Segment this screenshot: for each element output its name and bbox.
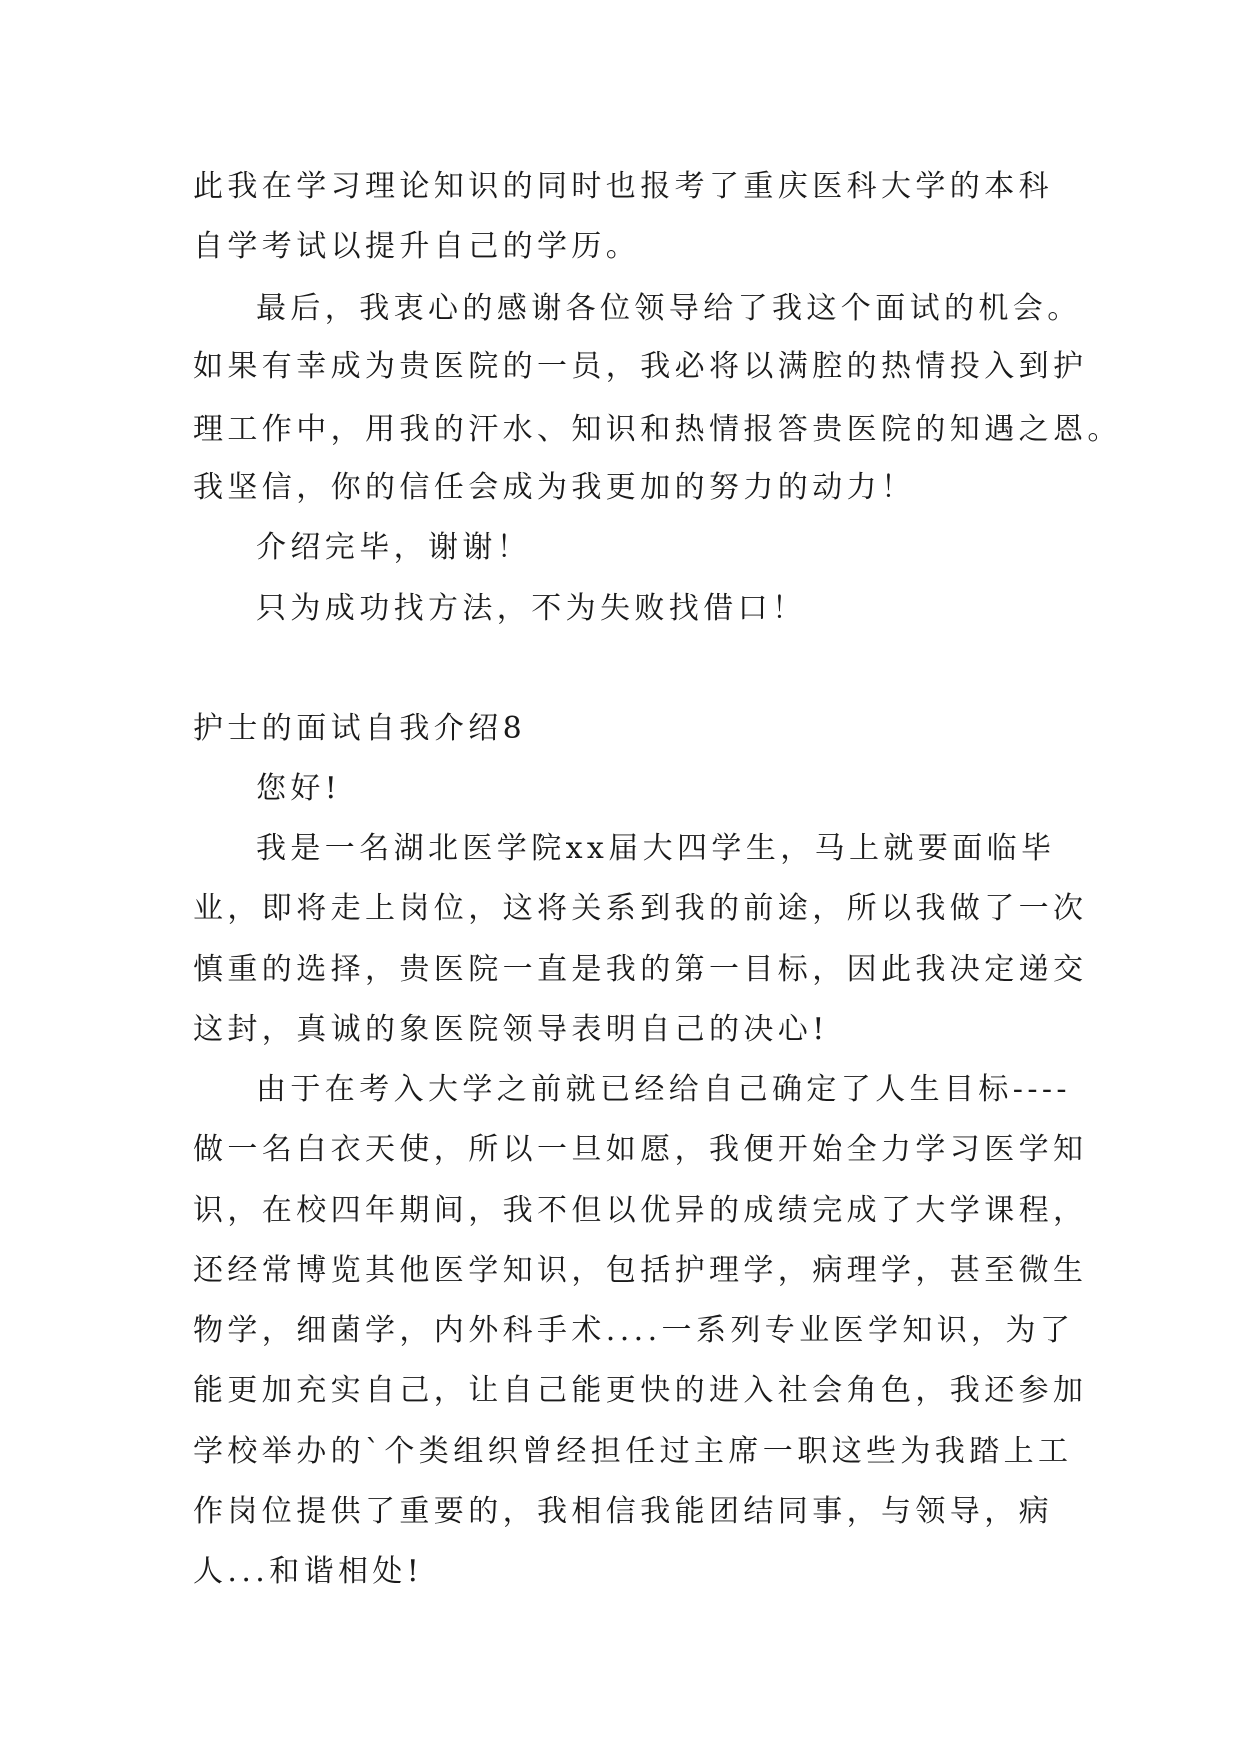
paragraph-line: 物学，细菌学，内外科手术....一系列专业医学知识，为了 [193, 1313, 1075, 1348]
paragraph-line: 人...和谐相处! [193, 1554, 424, 1589]
paragraph-line: 能更加充实自己，让自己能更快的进入社会角色，我还参加 [193, 1373, 1088, 1408]
paragraph-line: 学校举办的`个类组织曾经担任过主席一职这些为我踏上工 [193, 1434, 1073, 1469]
greeting-line: 您好! [256, 771, 342, 806]
paragraph-line: 介绍完毕，谢谢！ [256, 530, 532, 565]
paragraph-line: 作岗位提供了重要的，我相信我能团结同事，与领导，病 [193, 1494, 1053, 1529]
paragraph-line: 由于在考入大学之前就已经给自己确定了人生目标---- [256, 1072, 1071, 1107]
paragraph-line: 我是一名湖北医学院xx届大四学生，马上就要面临毕 [256, 831, 1056, 866]
paragraph-line: 自学考试以提升自己的学历。 [193, 229, 641, 264]
paragraph-line: 慎重的选择，贵医院一直是我的第一目标，因此我决定递交 [193, 952, 1088, 987]
paragraph-line: 这封，真诚的象医院领导表明自己的决心! [193, 1012, 829, 1047]
paragraph-line: 理工作中，用我的汗水、知识和热情报答贵医院的知遇之恩。 [193, 412, 1122, 447]
paragraph-line: 识，在校四年期间，我不但以优异的成绩完成了大学课程， [193, 1193, 1088, 1228]
paragraph-line: 最后，我衷心的感谢各位领导给了我这个面试的机会。 [256, 291, 1082, 326]
paragraph-line: 还经常博览其他医学知识，包括护理学，病理学，甚至微生 [193, 1253, 1088, 1288]
paragraph-line: 业，即将走上岗位，这将关系到我的前途，所以我做了一次 [193, 891, 1088, 926]
paragraph-line: 做一名白衣天使，所以一旦如愿，我便开始全力学习医学知 [193, 1132, 1088, 1167]
paragraph-line: 如果有幸成为贵医院的一员，我必将以满腔的热情投入到护 [193, 349, 1088, 384]
paragraph-line: 我坚信，你的信任会成为我更加的努力的动力！ [193, 470, 916, 505]
section-heading: 护士的面试自我介绍8 [193, 711, 527, 746]
paragraph-line: 只为成功找方法，不为失败找借口！ [256, 591, 807, 626]
paragraph-line: 此我在学习理论知识的同时也报考了重庆医科大学的本科 [193, 169, 1053, 204]
